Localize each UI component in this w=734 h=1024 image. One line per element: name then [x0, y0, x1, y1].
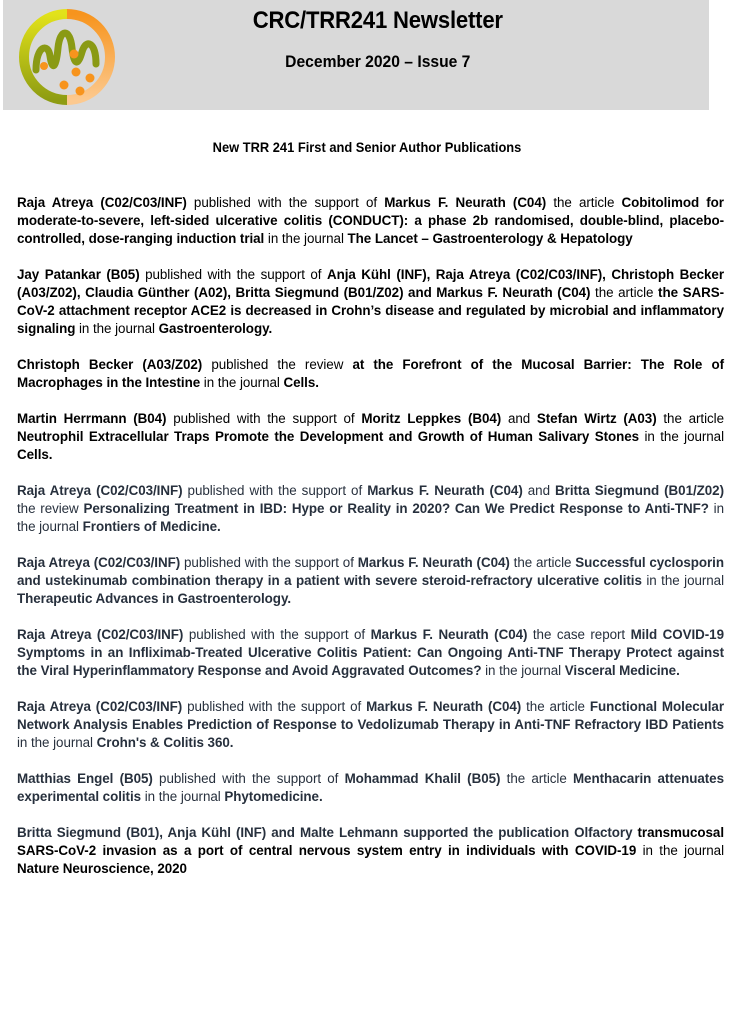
- publication-bold-text: Cells.: [283, 375, 319, 390]
- publication-text: in the journal: [641, 573, 725, 588]
- publication-bold-text: Personalizing Treatment in IBD: Hype or Reality in 2020? Can We Predict Response to Anti-TNF?: [83, 501, 709, 516]
- publication-text: in the journal: [639, 429, 724, 444]
- publication-text: published with the support of: [152, 771, 345, 786]
- publication-bold-text: transmucosal SARS-CoV-2 invasion as a port of central nervous system entry in individuals with COVID-19: [17, 825, 724, 858]
- publication-bold-text: Cells.: [17, 447, 53, 462]
- publications-list: [17, 194, 724, 896]
- publication-text: the article: [656, 411, 724, 426]
- publication-bold-text: Moritz Leppkes (B04): [361, 411, 502, 426]
- publication-bold-text: at the Forefront of the Mucosal Barrier: The Role of Macrophages in the Intestine: [17, 357, 724, 390]
- publication-text: in the journal: [264, 231, 348, 246]
- publication-bold-text: the SARS-CoV-2 attachment receptor ACE2 is decreased in Crohn’s disease and regulated by microbial and inflammatory signaling: [17, 285, 724, 336]
- publication-bold-text: Gastroenterology.: [158, 321, 273, 336]
- publication-text: published with the support of: [166, 411, 362, 426]
- publication-bold-text: Frontiers of Medicine.: [82, 519, 221, 534]
- publication-bold-text: Markus F. Neurath (C04): [366, 699, 522, 714]
- publication-bold-text: Markus F. Neurath (C04): [357, 555, 510, 570]
- publication-text: the article: [590, 285, 659, 300]
- publication-bold-text: Neutrophil Extracellular Traps Promote the Development and Growth of Human Salivary Stones: [17, 429, 640, 444]
- publication-bold-text: Markus F. Neurath (C04): [370, 627, 528, 642]
- publication-text: published with the support of: [139, 267, 327, 282]
- publication-text: published with the support of: [180, 555, 358, 570]
- publication-bold-text: Raja Atreya (C02/C03/INF): [17, 555, 181, 570]
- publication-bold-text: Mohammad Khalil (B05): [344, 771, 501, 786]
- publication-bold-text: Cobitolimod for moderate-to-severe, left-sided ulcerative colitis (CONDUCT): a phase 2b randomised, double-blind, placebo-controlled, dose-ranging induction trial: [17, 195, 724, 246]
- publication-text: published with the support of: [182, 699, 367, 714]
- publication-entry: [17, 410, 724, 464]
- publication-text: published the review: [202, 357, 353, 372]
- publication-text: published with the support of: [186, 195, 385, 210]
- publication-entry: [17, 770, 724, 806]
- publication-bold-text: Martin Herrmann (B04): [17, 411, 167, 426]
- publication-text: published with the support of: [183, 627, 371, 642]
- publication-text: in the journal: [17, 501, 725, 534]
- publication-entry: [17, 698, 724, 752]
- publication-entry: [17, 194, 724, 248]
- publication-text: in the journal: [17, 735, 97, 750]
- publication-bold-text: Christoph Becker (A03/Z02): [17, 357, 203, 372]
- publication-text: the article: [546, 195, 622, 210]
- publication-entry: [17, 824, 724, 878]
- publication-bold-text: Anja Kühl (INF), Raja Atreya (C02/C03/INF), Christoph Becker (A03/Z02), Claudia Günther (A02), Britta Siegmund (B01/Z02) and Markus F. Neurath (C04): [17, 267, 724, 300]
- newsletter-issue: December 2020 – Issue 7: [285, 52, 471, 71]
- publication-bold-text: Successful cyclosporin and ustekinumab combination therapy in a patient with severe steroid-refractory ulcerative colitis: [17, 555, 724, 588]
- publication-text: the article: [500, 771, 573, 786]
- publication-text: in the journal: [75, 321, 159, 336]
- publication-bold-text: Nature Neuroscience, 2020: [17, 861, 187, 876]
- publication-entry: [17, 626, 724, 680]
- publication-bold-text: Markus F. Neurath (C04): [384, 195, 547, 210]
- publication-text: and: [501, 411, 537, 426]
- publication-text: in the journal: [141, 789, 225, 804]
- publication-bold-text: Raja Atreya (C02/C03/INF): [17, 195, 187, 210]
- publication-bold-text: Raja Atreya (C02/C03/INF): [17, 627, 184, 642]
- publication-text: and: [522, 483, 556, 498]
- newsletter-header: [3, 0, 709, 110]
- publication-bold-text: Britta Siegmund (B01), Anja Kühl (INF) and Malte Lehmann supported the publication Olfactory: [17, 825, 633, 840]
- publication-bold-text: Raja Atreya (C02/C03/INF): [17, 699, 183, 714]
- section-title: New TRR 241 First and Senior Author Publications: [212, 139, 522, 155]
- publication-bold-text: Phytomedicine.: [224, 789, 323, 804]
- publication-bold-text: Menthacarin attenuates experimental colitis: [17, 771, 724, 804]
- publication-bold-text: Visceral Medicine.: [564, 663, 680, 678]
- publication-bold-text: Therapeutic Advances in Gastroenterology.: [17, 591, 292, 606]
- publication-bold-text: Raja Atreya (C02/C03/INF): [17, 483, 183, 498]
- publication-bold-text: The Lancet – Gastroenterology & Hepatology: [347, 231, 633, 246]
- publication-bold-text: Stefan Wirtz (A03): [536, 411, 657, 426]
- publication-bold-text: Jay Patankar (B05): [17, 267, 140, 282]
- publication-text: the article: [509, 555, 576, 570]
- publication-text: published with the support of: [182, 483, 368, 498]
- publication-text: in the journal: [481, 663, 565, 678]
- publication-entry: [17, 266, 724, 338]
- publication-bold-text: Functional Molecular Network Analysis Enables Prediction of Response to Vedolizumab Therapy in Anti-TNF Refractory IBD Patients: [17, 699, 724, 732]
- publication-entry: [17, 482, 724, 536]
- newsletter-title: CRC/TRR241 Newsletter: [252, 7, 503, 34]
- publication-text: the review: [17, 501, 84, 516]
- publication-entry: [17, 554, 724, 608]
- publication-bold-text: Crohn's & Colitis 360.: [96, 735, 234, 750]
- publication-bold-text: Britta Siegmund (B01/Z02): [555, 483, 724, 498]
- publication-text: in the journal: [200, 375, 284, 390]
- publication-text: in the journal: [636, 843, 724, 858]
- publication-text: the case report: [527, 627, 631, 642]
- publication-text: the article: [521, 699, 590, 714]
- publication-bold-text: Mild COVID-19 Symptoms in an Infliximab-Treated Ulcerative Colitis Patient: Can Ongoing Anti-TNF Therapy Protect against the Viral Hyperinflammatory Response and Avoid Aggravated Outcomes?: [17, 627, 724, 678]
- publication-entry: [17, 356, 724, 392]
- publication-bold-text: Matthias Engel (B05): [17, 771, 153, 786]
- publication-bold-text: Markus F. Neurath (C04): [367, 483, 523, 498]
